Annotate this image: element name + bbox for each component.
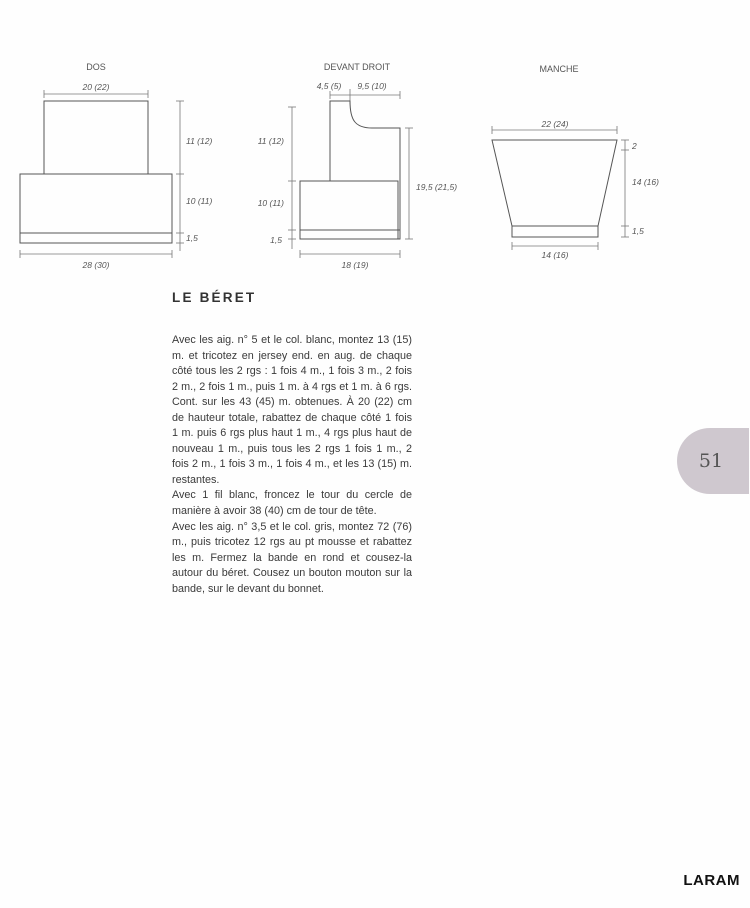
manche-diagram: [492, 64, 659, 260]
pattern-instructions: [172, 333, 412, 597]
devant-upper-part: [300, 101, 400, 239]
dos-top-width-label: 20 (22): [82, 82, 110, 92]
manche-top-height-label: 2: [632, 141, 637, 151]
devant-total-height-label: 19,5 (21,5): [416, 182, 458, 192]
page-number-tab: [677, 428, 749, 494]
manche-band: [512, 226, 598, 237]
devant-neck-width-label: 4,5 (5): [316, 81, 342, 91]
instruction-paragraph: Avec 1 fil blanc, froncez le tour du cercle de manière à avoir 38 (40) cm de tour de tête.: [172, 489, 412, 518]
devant-upper-height-label: 11 (12): [257, 136, 284, 146]
page-number: 51: [698, 450, 724, 472]
manche-bottom-width-label: 14 (16): [541, 250, 569, 260]
devant-droit-diagram: [258, 62, 458, 270]
instruction-paragraph: Avec les aig. n° 3,5 et le col. gris, montez 72 (76) m., puis tricotez 12 rgs au pt mousse et rabattez les m. Fermez la bande en rond et cousez-la autour du béret. Cousez un bouton mouton sur la bande, sur le devant du bonnet.: [172, 520, 412, 595]
dos-upper-part: [44, 101, 148, 174]
dos-lower-height-label: 10 (11): [186, 196, 213, 206]
schematic-diagrams: [0, 0, 750, 300]
devant-body: [300, 181, 398, 230]
brand-logo: LARAM: [683, 872, 740, 889]
manche-taper-height-label: 14 (16): [632, 177, 659, 187]
manche-band-height-label: 1,5: [632, 226, 644, 236]
manche-body: [492, 140, 617, 226]
dos-body: [20, 174, 172, 233]
dos-title: DOS: [86, 62, 106, 72]
dos-diagram: [20, 62, 212, 270]
manche-title: MANCHE: [539, 64, 579, 74]
dos-band-height-label: 1,5: [186, 233, 198, 243]
devant-band-height-label: 1,5: [270, 235, 282, 245]
devant-shoulder-width-label: 9,5 (10): [357, 81, 387, 91]
dos-band: [20, 233, 172, 243]
devant-bottom-width-label: 18 (19): [341, 260, 369, 270]
manche-top-width-label: 22 (24): [541, 119, 569, 129]
devant-lower-height-label: 10 (11): [257, 198, 284, 208]
devant-droit-title: DEVANT DROIT: [323, 62, 391, 72]
section-title: LE BÉRET: [172, 290, 257, 305]
dos-bottom-width-label: 28 (30): [82, 260, 110, 270]
dos-upper-height-label: 11 (12): [186, 136, 213, 146]
instruction-paragraph: Avec les aig. n° 5 et le col. blanc, montez 13 (15) m. et tricotez en jersey end. en aug. de chaque côté tous les 2 rgs : 1 fois 4 m., 1 fois 3 m., 2 fois 2 m., 2 fois 1 m., puis 1 m. à 4 rgs et 1 m. à 6 rgs. Cont. sur les 43 (45) m. obtenues. À 20 (22) cm de hauteur totale, rabattez de chaque côté 1 fois 1 m. puis 6 rgs plus haut 1 m., 4 rgs plus haut de nouveau 1 m., puis tous les 2 rgs 1 fois 1 m., 2 fois 2 m., 1 fois 3 m., 1 fois 4 m., et les 13 (15) m. restantes.: [172, 334, 412, 486]
